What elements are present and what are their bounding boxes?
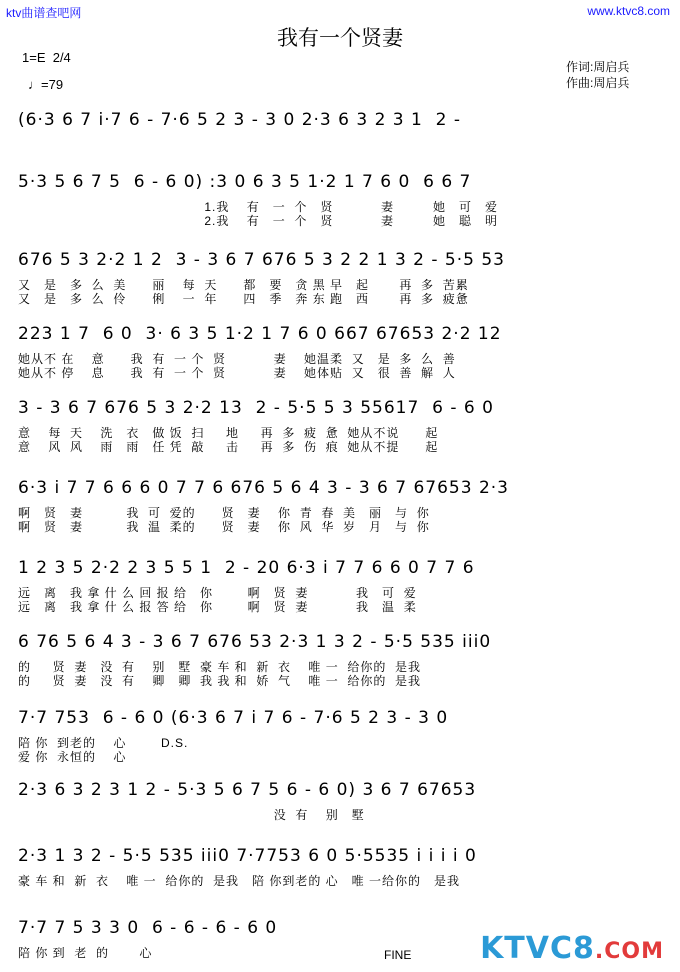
lyric-line: 啊 贤 妻 我 可 爱的 贤 妻 你 青 春 美 丽 与 你: [18, 506, 430, 520]
lyricist-credit: 作词:周启兵: [566, 60, 630, 74]
notation-text: (6·3 6 7 i·7 6 - 7·6 5 2 3 - 3 0 2·3 6 3 2 3 1 2 -: [18, 110, 461, 130]
lyric-line: 爱 你 永恒的 心: [18, 750, 127, 764]
watermark-top-left: ktv曲谱查吧网: [6, 6, 82, 20]
notation-text: 1 2 3 5 2·2 2 3 5 5 1 2 - 20 6·3 i 7 7 6 6 0 7 7 6: [18, 558, 475, 578]
notation-text: 2·3 6 3 2 3 1 2 - 5·3 5 6 7 5 6 - 6 0) 3 6 7 67653: [18, 780, 477, 800]
tempo-marking: ♩=79: [28, 77, 64, 92]
lyric-line: 远 离 我 拿 什 么 报 答 给 你 啊 贤 妻 我 温 柔: [18, 600, 417, 614]
song-title: 我有一个贤妻: [277, 26, 403, 50]
notation-text: 2·3 1 3 2 - 5·5 535 iii0 7·7753 6 0 5·5535 i i i i 0: [18, 846, 477, 866]
watermark-top-right: www.ktvc8.com: [587, 4, 670, 18]
notation-text: 6·3 i 7 7 6 6 6 0 7 7 6 676 5 6 4 3 - 3 6 7 67653 2·3: [18, 478, 509, 498]
notation-text: 676 5 3 2·2 1 2 3 - 3 6 7 676 5 3 2 2 1 3 2 - 5·5 53: [18, 250, 505, 270]
lyric-line: 豪 车 和 新 衣 唯 一 给你的 是我 陪 你到老的 心 唯 一给你的 是我: [18, 874, 461, 888]
notation-text: 7·7 7 5 3 3 0 6 - 6 - 6 - 6 0: [18, 918, 278, 938]
lyric-line: 又 是 多 么 美 丽 每 天 都 要 贪 黑 早 起 再 多 苦累: [18, 278, 469, 292]
lyric-line: 的 贤 妻 没 有 卿 卿 我 我 和 娇 气 唯 一 给你的 是我: [18, 674, 422, 688]
notation-text: 7·7 753 6 - 6 0 (6·3 6 7 i 7 6 - 7·6 5 2 3 - 3 0: [18, 708, 449, 728]
lyric-line: 意 风 风 雨 雨 任 凭 敲 击 再 多 伤 痕 她从不提 起: [18, 440, 439, 454]
lyric-line: 2.我 有 一 个 贤 妻 她 聪 明: [18, 214, 499, 228]
lyric-line: 的 贤 妻 没 有 别 墅 豪 车 和 新 衣 唯 一 给你的 是我: [18, 660, 422, 674]
lyric-line: 陪 你 到 老 的 心: [18, 946, 261, 960]
key-signature: 1=E 2/4: [22, 50, 71, 65]
composer-credit: 作曲:周启兵: [566, 76, 630, 90]
lyric-line: 远 离 我 拿 什 么 回 报 给 你 啊 贤 妻 我 可 爱: [18, 586, 417, 600]
site-logo: KTVC8.COM: [480, 931, 664, 966]
lyric-line: 1.我 有 一 个 贤 妻 她 可 爱: [18, 200, 499, 214]
notation-text: 5·3 5 6 7 5 6 - 6 0) :3 0 6 3 5 1·2 1 7 6 0 6 6 7: [18, 172, 472, 192]
notation-text: 3 - 3 6 7 676 5 3 2·2 13 2 - 5·5 5 3 55617 6 - 6 0: [18, 398, 494, 418]
lyric-line: 陪 你 到老的 心 D.S.: [18, 736, 189, 750]
lyric-line: 没 有 别 墅: [18, 808, 365, 822]
lyric-line: 又 是 多 么 伶 俐 一 年 四 季 奔 东 跑 西 再 多 疲惫: [18, 292, 469, 306]
lyric-line: 啊 贤 妻 我 温 柔的 贤 妻 你 风 华 岁 月 与 你: [18, 520, 430, 534]
notation-text: 223 1 7 6 0 3· 6 3 5 1·2 1 7 6 0 667 67653 2·2 12: [18, 324, 502, 344]
fine-marking: FINE: [384, 948, 412, 962]
lyric-line: 她从不 停 息 我 有 一 个 贤 妻 她体贴 又 很 善 解 人: [18, 366, 456, 380]
lyric-line: 意 每 天 洗 衣 做 饭 扫 地 再 多 疲 惫 她从不说 起: [18, 426, 439, 440]
lyric-line: 她从不 在 意 我 有 一 个 贤 妻 她温柔 又 是 多 么 善: [18, 352, 456, 366]
notation-text: 6 76 5 6 4 3 - 3 6 7 676 53 2·3 1 3 2 - 5·5 535 iii0: [18, 632, 492, 652]
